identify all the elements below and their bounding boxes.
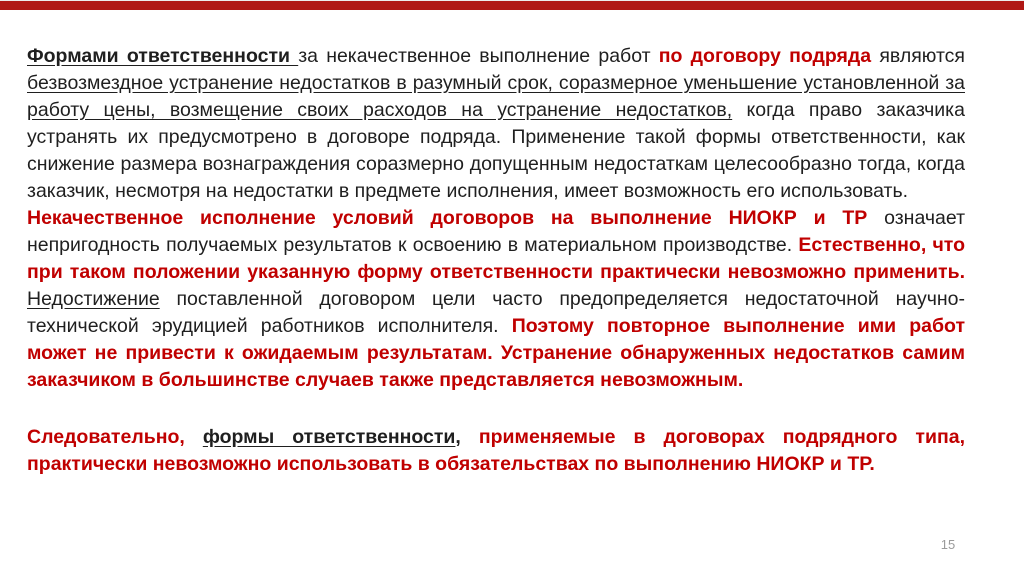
paragraph-niokr-performance (27, 205, 965, 394)
p1-lead-bold-underlined: Формами ответственности (27, 45, 299, 67)
p3-red-conclusion: применяемые в договорах подрядного типа, практически невозможно использовать в обязательствах по выполнению НИОКР и ТР. (27, 426, 966, 475)
p1-underlined-run: безвозмездное устранение недостатков в разумный срок, соразмерное уменьшение установленной за работу цены, возмещение своих расходов на устранение недостатков, (27, 72, 965, 121)
top-accent-bar (0, 1, 1024, 10)
p2-red-run: Естественно, что при таком положении указанную форму ответственности практически невозможно применить. (27, 234, 965, 283)
p1-plain-text: являются (871, 45, 965, 67)
p2-red-conclusion-run: Поэтому повторное выполнение ими работ может не привести к ожидаемым результатам. Устранение обнаруженных недостатков самим заказчиком в большинстве случаев также представляется невозможным. (27, 315, 966, 391)
p2-plain-text: означает непригодность получаемых результатов к освоению в материальном производстве. (27, 207, 965, 256)
p3-comma: , (455, 426, 461, 448)
p3-red-lead: Следовательно, (27, 426, 203, 448)
paragraph-conclusion (27, 424, 965, 478)
p1-red-highlight: по договору подряда (658, 45, 872, 67)
p2-underlined-word: Недостижение (27, 288, 160, 310)
paragraph-contract-liability (27, 43, 965, 205)
p1-plain-text: когда право заказчика устранять их предусмотрено в договоре подряда. Применение такой формы ответственности, как снижение размера вознаграждения соразмерно допущенным недостаткам целесообразно тогда, когда заказчик, несмотря на недостатки в предмете исполнения, имеет возможность его использовать. (27, 99, 965, 202)
p3-bold-underlined-term: формы ответственности (202, 426, 456, 448)
p2-red-highlight: Некачественное исполнение условий договоров на выполнение НИОКР и ТР (27, 207, 868, 229)
p1-plain-text: за некачественное выполнение работ (298, 45, 659, 67)
p2-plain-text: поставленной договором цели часто предопределяется недостаточной научно-технической эрудицией работников исполнителя. (27, 288, 965, 337)
slide-text-block (27, 43, 965, 478)
paragraph-spacer (27, 394, 965, 424)
page-number: 15 (940, 537, 956, 552)
